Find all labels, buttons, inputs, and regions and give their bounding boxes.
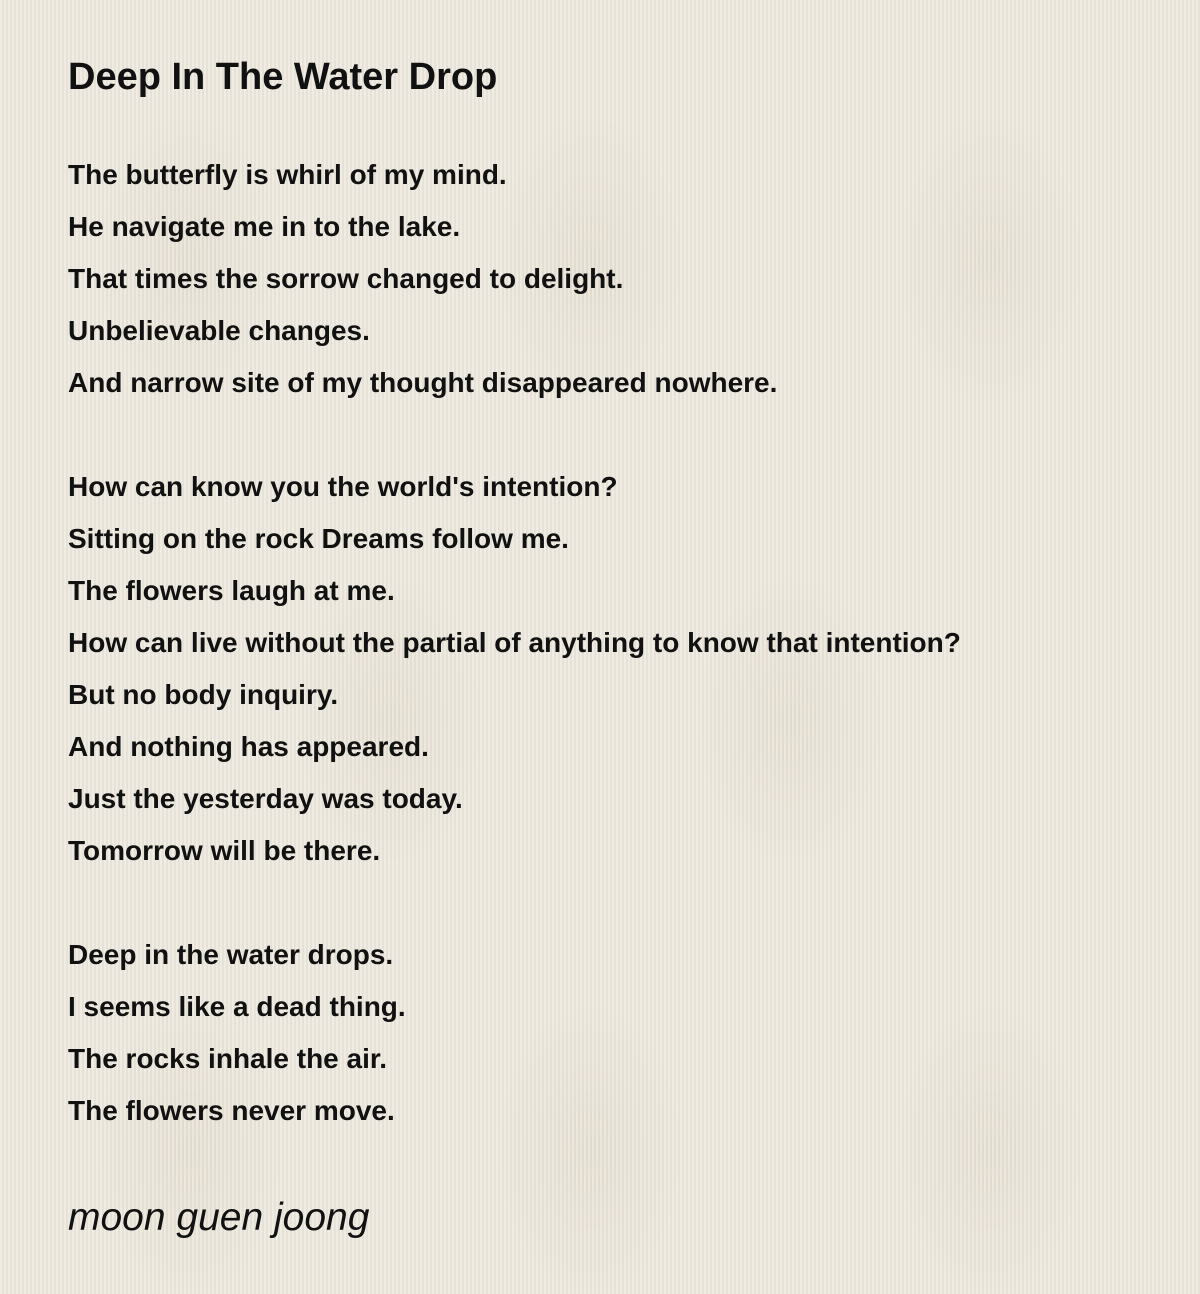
poem-line: I seems like a dead thing. xyxy=(68,991,406,1022)
poem-body xyxy=(68,149,1178,1189)
poem-line: The flowers laugh at me. xyxy=(68,575,395,606)
poem-line: How can live without the partial of anything to know that intention? xyxy=(68,627,961,658)
poem-line: The butterfly is whirl of my mind. xyxy=(68,159,507,190)
poem-line: How can know you the world's intention? xyxy=(68,471,618,502)
poem-line: The rocks inhale the air. xyxy=(68,1043,388,1074)
poem-line: But no body inquiry. xyxy=(68,679,339,710)
stanza-3 xyxy=(68,929,1178,1137)
poem-line: He navigate me in to the lake. xyxy=(68,211,461,242)
poem-line: Deep in the water drops. xyxy=(68,939,394,970)
stanza-2 xyxy=(68,461,1178,877)
poem-title: Deep In The Water Drop xyxy=(68,56,498,98)
poem-line: And nothing has appeared. xyxy=(68,731,429,762)
poem-line: Tomorrow will be there. xyxy=(68,835,381,866)
stanza-1 xyxy=(68,149,1178,409)
poem-line: Unbelievable changes. xyxy=(68,315,370,346)
poem-author: moon guen joong xyxy=(68,1196,370,1239)
poem-line: The flowers never move. xyxy=(68,1095,395,1126)
poem-line: Sitting on the rock Dreams follow me. xyxy=(68,523,569,554)
poem-line: And narrow site of my thought disappeared nowhere. xyxy=(68,367,778,398)
poem-line: That times the sorrow changed to delight. xyxy=(68,263,624,294)
poem-line: Just the yesterday was today. xyxy=(68,783,463,814)
